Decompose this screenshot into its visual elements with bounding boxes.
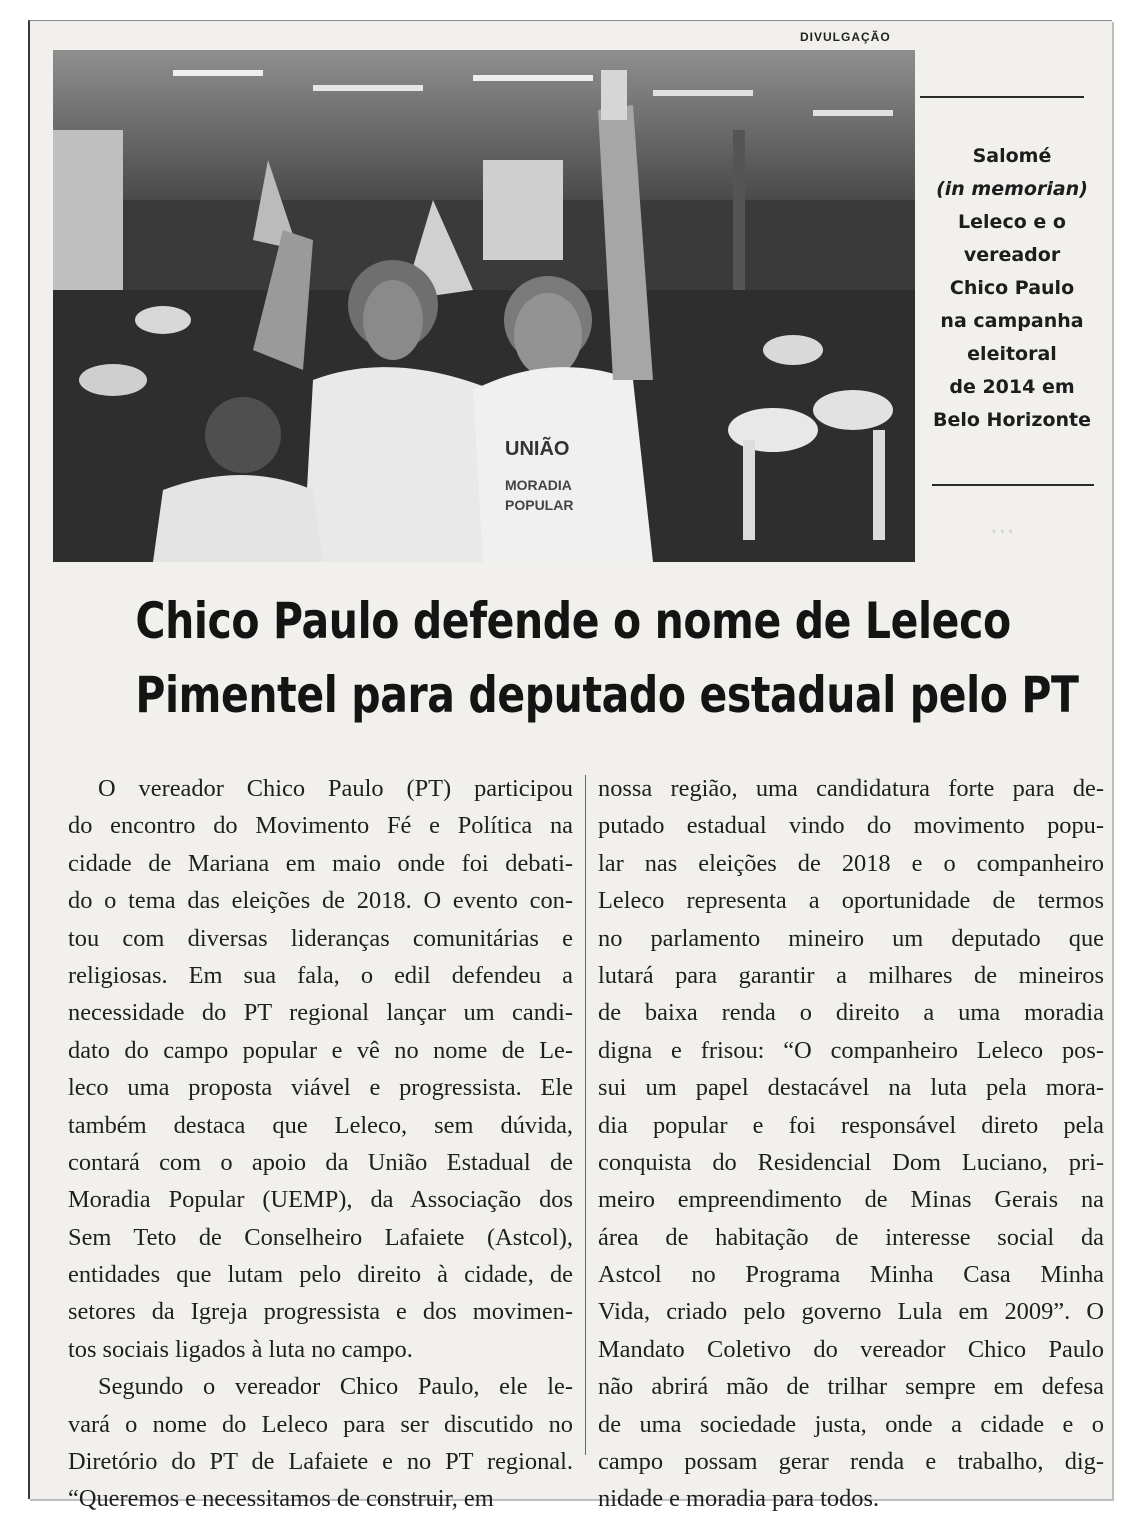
article-line: do encontro do Movimento Fé e Política na: [68, 812, 573, 840]
article-headline: [135, 584, 1079, 732]
shirt-text-1: UNIÃO: [505, 438, 570, 460]
shirt-text-2: MORADIA: [505, 477, 572, 493]
article-line: não abrirá mão de trilhar sempre em defesa: [598, 1373, 1104, 1401]
photo-caption: [922, 140, 1102, 437]
article-column-2: [598, 770, 1104, 1518]
caption-top-rule: [920, 96, 1084, 98]
article-line: Mandato Coletivo do vereador Chico Paulo: [598, 1335, 1104, 1363]
article-line: sui um papel destacável na luta pela mora-: [598, 1074, 1104, 1102]
article-line: de baixa renda o direito a uma moradia: [598, 999, 1104, 1027]
article-line: entidades que lutam pelo direito à cidade, de: [68, 1261, 573, 1289]
news-photo: [53, 50, 915, 562]
article-line: “Queremos e necessitamos de construir, em: [68, 1485, 494, 1513]
article-line: Moradia Popular (UEMP), da Associação dos: [68, 1186, 573, 1214]
photo-credit: DIVULGAÇÃO: [800, 30, 891, 44]
article-line: Astcol no Programa Minha Casa Minha: [598, 1261, 1104, 1289]
caption-line: eleitoral: [967, 343, 1057, 365]
article-line: área de habitação de interesse social da: [598, 1223, 1104, 1251]
article-line: leco uma proposta viável e progressista. Ele: [68, 1074, 573, 1102]
article-line: lutará para garantir a milhares de mineiros: [598, 961, 1104, 989]
article-line: Sem Teto de Conselheiro Lafaiete (Astcol),: [68, 1223, 573, 1251]
article-line: campo possam gerar renda e trabalho, dig-: [598, 1448, 1104, 1476]
article-line: nossa região, uma candidatura forte para de-: [598, 775, 1104, 802]
article-line: necessidade do PT regional lançar um candi-: [68, 999, 573, 1027]
article-line: tos sociais ligados à luta no campo.: [68, 1335, 413, 1363]
article-line: Vida, criado pelo governo Lula em 2009”. O: [598, 1298, 1104, 1326]
shirt-text-3: POPULAR: [505, 497, 574, 513]
article-line: tou com diversas lideranças comunitárias e: [68, 924, 573, 952]
headline-line-2: Pimentel para deputado estadual pelo PT: [135, 666, 1079, 724]
caption-line: Salomé: [972, 145, 1052, 167]
article-line: putado estadual vindo do movimento popu-: [598, 812, 1104, 840]
article-line: do o tema das eleições de 2018. O evento con-: [68, 887, 573, 915]
article-line: Leleco representa a oportunidade de termos: [598, 887, 1104, 915]
article-line: digna e frisou: “O companheiro Leleco pos-: [598, 1036, 1104, 1064]
article-line: setores da Igreja progressista e dos movimen-: [68, 1298, 573, 1326]
article-line: no parlamento mineiro um deputado que: [598, 924, 1104, 952]
caption-line: na campanha: [940, 310, 1084, 332]
caption-line: Chico Paulo: [949, 277, 1075, 299]
article-line: também destaca que Leleco, sem dúvida,: [68, 1111, 573, 1139]
article-line: Diretório do PT de Lafaiete e no PT regional.: [68, 1448, 573, 1476]
article-line: de uma sociedade justa, onde a cidade e o: [598, 1410, 1104, 1438]
article-line: dia popular e foi responsável direto pela: [598, 1111, 1104, 1139]
article-line: nidade e moradia para todos.: [598, 1485, 880, 1513]
article-line: lar nas eleições de 2018 e o companheiro: [598, 849, 1104, 877]
article-line: cidade de Mariana em maio onde foi debati-: [68, 849, 573, 877]
article-line: meiro empreendimento de Minas Gerais na: [598, 1186, 1104, 1214]
bleed-through-text: ...: [990, 510, 1015, 540]
article-column-1: [68, 770, 573, 1518]
caption-line: Leleco e o: [958, 211, 1066, 233]
article-line: vará o nome do Leleco para ser discutido no: [68, 1410, 573, 1438]
headline-line-1: Chico Paulo defende o nome de Leleco: [135, 592, 1011, 650]
caption-line: Belo Horizonte: [933, 409, 1091, 431]
article-line: contará com o apoio da União Estadual de: [68, 1148, 573, 1176]
caption-line: (in memorian): [936, 178, 1088, 200]
article-line: dato do campo popular e vê no nome de Le-: [68, 1036, 573, 1064]
article-line: O vereador Chico Paulo (PT) participou: [98, 775, 573, 802]
caption-line: de 2014 em: [949, 376, 1075, 398]
caption-line: vereador: [963, 244, 1061, 266]
article-line: Segundo o vereador Chico Paulo, ele le-: [98, 1373, 573, 1401]
article-line: conquista do Residencial Dom Luciano, pri-: [598, 1148, 1104, 1176]
article-line: religiosas. Em sua fala, o edil defendeu a: [68, 961, 573, 989]
caption-bottom-rule: [932, 484, 1094, 486]
column-divider: [585, 775, 586, 1455]
